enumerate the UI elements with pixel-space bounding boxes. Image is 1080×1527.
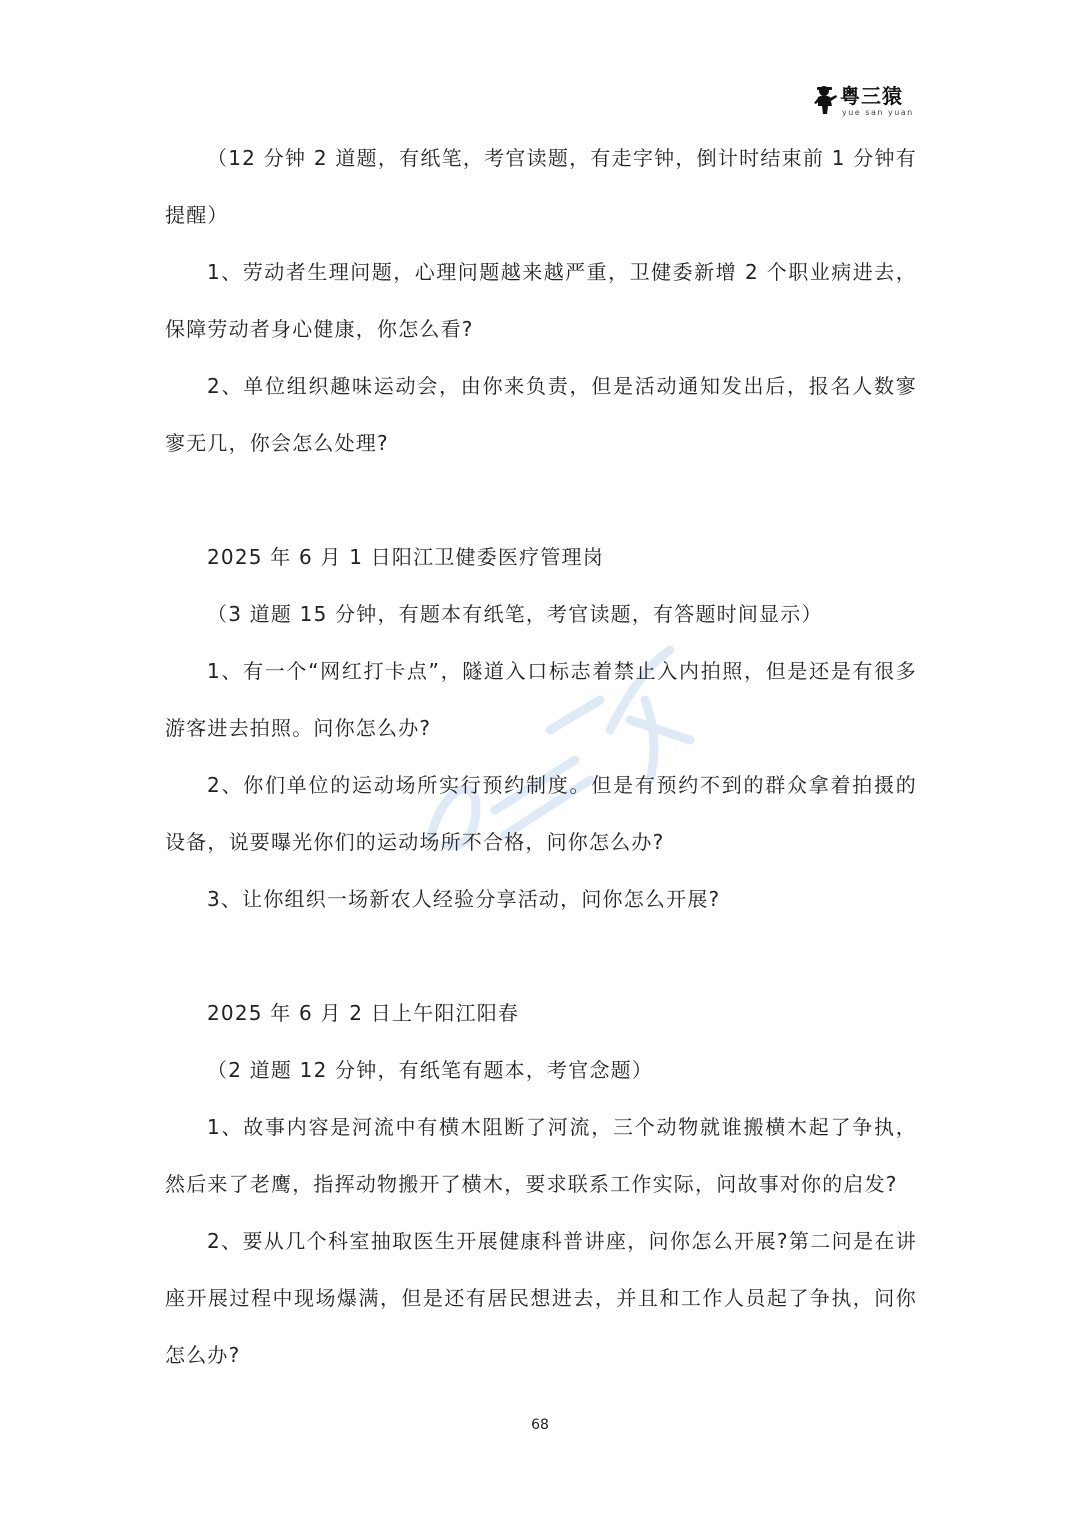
section-gap [165, 472, 917, 529]
brand-pinyin: yue san yuan [842, 108, 914, 117]
section-2-question-2: 2、你们单位的运动场所实行预约制度。但是有预约不到的群众拿着拍摄的设备，说要曝光你们的运动场所不合格，问你怎么办? [165, 773, 917, 854]
section-3-intro: （2 道题 12 分钟，有纸笔有题本，考官念题） [207, 1058, 654, 1082]
section-2-question-3: 3、让你组织一场新农人经验分享活动，问你怎么开展? [207, 887, 721, 911]
section-gap [165, 928, 917, 985]
page-number: 68 [531, 1417, 549, 1433]
section-1-question-1: 1、劳动者生理问题，心理问题越来越严重，卫健委新增 2 个职业病进去，保障劳动者身心健康，你怎么看? [165, 260, 917, 341]
section-2-question-1: 1、有一个“网红打卡点”，隧道入口标志着禁止入内拍照，但是还是有很多游客进去拍照。问你怎么办? [165, 659, 917, 740]
monkey-logo-icon [812, 84, 838, 116]
section-2-title: 2025 年 6 月 1 日阳江卫健委医疗管理岗 [207, 545, 604, 569]
brand-name: 粤三猿 [840, 84, 903, 108]
section-2-intro: （3 道题 15 分钟，有题本有纸笔，考官读题，有答题时间显示） [207, 602, 823, 626]
section-3-question-1: 1、故事内容是河流中有横木阻断了河流，三个动物就谁搬横木起了争执，然后来了老鹰，指挥动物搬开了横木，要求联系工作实际，问故事对你的启发? [165, 1115, 917, 1196]
brand-logo [812, 84, 912, 120]
document-body [165, 130, 917, 1384]
section-1-intro: （12 分钟 2 道题，有纸笔，考官读题，有走字钟，倒计时结束前 1 分钟有提醒） [165, 146, 917, 227]
section-3-question-2: 2、要从几个科室抽取医生开展健康科普讲座，问你怎么开展?第二问是在讲座开展过程中现场爆满，但是还有居民想进去，并且和工作人员起了争执，问你怎么办? [165, 1229, 917, 1367]
section-1-question-2: 2、单位组织趣味运动会，由你来负责，但是活动通知发出后，报名人数寥寥无几，你会怎么处理? [165, 374, 917, 455]
section-3-title: 2025 年 6 月 2 日上午阳江阳春 [207, 1001, 520, 1025]
